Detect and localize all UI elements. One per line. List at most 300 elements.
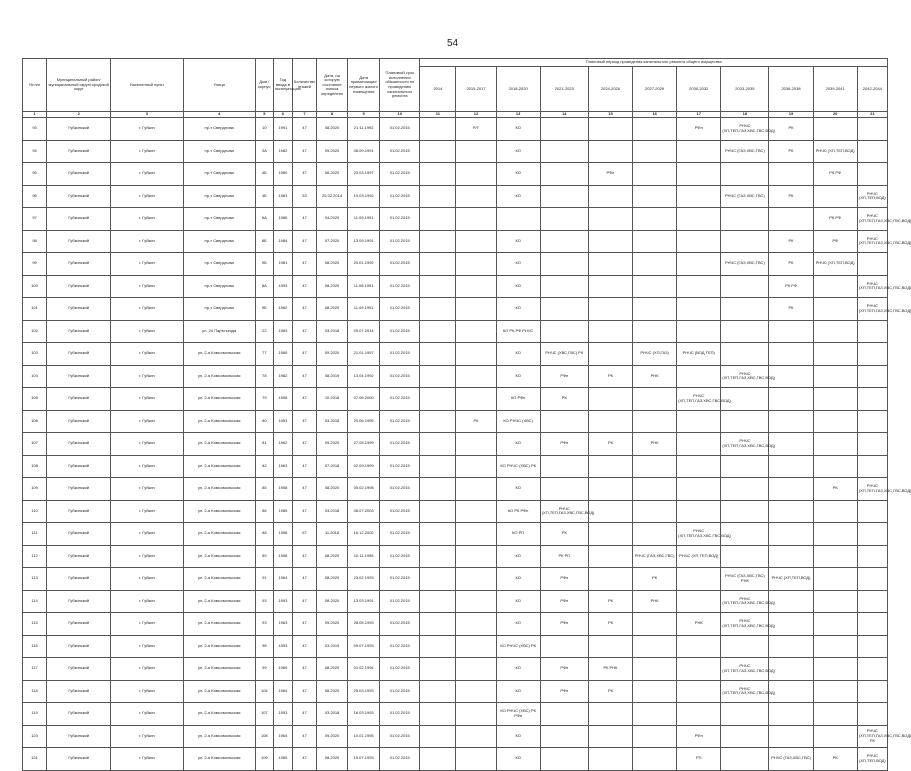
period-cell [813,388,857,411]
priv-date-cell: 10.11.1998 [348,545,380,568]
period-cell [633,230,677,253]
period-cell: РНЧС (ГАЗ,ХВС,ГВС) [721,253,769,276]
period-cell: РНЧС (ХП,ТЕП,ГАЗ,ХВС,ГВС,ВОД) [721,658,769,681]
period-cell [588,140,632,163]
period-cell [813,298,857,321]
street-cell: ул. 2-я Комсомольская [183,658,255,681]
floors-cell: 47 [292,163,316,186]
period-cell [588,253,632,276]
year-cell: 1963 [273,455,292,478]
period-cell [540,478,588,501]
floors-cell: 47 [292,298,316,321]
floors-cell: 47 [292,590,316,613]
house-cell: 78 [255,365,273,388]
period-cell: РФн [588,163,632,186]
period-cell [769,523,813,546]
municipality-cell: Губкинский [47,523,111,546]
deadline-cell: 01.02.2015 [380,635,420,658]
floors-cell: 47 [292,140,316,163]
floors-cell: 47 [292,635,316,658]
period-cell [769,613,813,636]
row-number: 94 [23,140,47,163]
period-cell: РК [769,185,813,208]
settlement-cell: г. Губкин [111,140,183,163]
year-cell: 1969 [273,658,292,681]
period-cell [633,658,677,681]
period-cell [813,118,857,141]
wear-date-cell: 03.2018 [317,703,348,726]
table-row [23,365,888,388]
period-cell: РНЧС (ХП,ТЕП,ГАЗ,ХВС,ГВС,ВОД) РК [857,725,887,748]
street-cell: пр-т Свердлова [183,185,255,208]
year-cell: 1984 [273,230,292,253]
table-row [23,230,888,253]
period-cell [588,725,632,748]
period-cell [588,275,632,298]
street-cell: пр-т Свердлова [183,208,255,231]
row-number: 105 [23,388,47,411]
wear-date-cell: 09.2020 [317,725,348,748]
house-cell: 107 [255,703,273,726]
settlement-cell: г. Губкин [111,523,183,546]
period-cell [588,635,632,658]
table-row [23,410,888,433]
settlement-cell: г. Губкин [111,208,183,231]
period-cell [540,635,588,658]
header-period: 2021-2023 [540,67,588,112]
period-cell: КО РНЧС (ХВС) РК РФн [496,703,540,726]
street-cell: ул. 2-я Комсомольская [183,478,255,501]
table-row [23,500,888,523]
period-cell [588,478,632,501]
period-cell [857,455,887,478]
settlement-cell: г. Губкин [111,568,183,591]
period-cell: РНЧС (ХП,ТЕП,ВОД) [769,568,813,591]
priv-date-cell: 01.02.1994 [348,658,380,681]
period-cell: КО [496,590,540,613]
period-cell [813,590,857,613]
municipality-cell: Губкинский [47,748,111,771]
wear-date-cell: 08.2020 [317,118,348,141]
period-cell [857,140,887,163]
header-period: 2015-2017 [456,67,496,112]
priv-date-cell: 11.09.1991 [348,208,380,231]
period-cell: РФн [540,568,588,591]
period-cell: КО РНЧС (ХВС) РК [496,455,540,478]
period-cell [540,230,588,253]
period-cell: РНЧС (ХП,ТЕП,ГАЗ,ХВС,ГВС,ВОД) [857,275,887,298]
deadline-cell: 01.02.2015 [380,658,420,681]
period-cell [420,388,456,411]
wear-date-cell: 08.2020 [317,253,348,276]
wear-date-cell: 09.2020 [317,140,348,163]
deadline-cell: 01.02.2015 [380,118,420,141]
house-cell: 8А [255,275,273,298]
period-cell [813,635,857,658]
priv-date-cell: 20.01.1992 [348,253,380,276]
period-cell [420,478,456,501]
period-cell: РК [769,140,813,163]
year-cell: 1963 [273,613,292,636]
period-cell [456,478,496,501]
column-number: 21 [857,112,887,118]
wear-date-cell: 08.2020 [317,590,348,613]
municipality-cell: Губкинский [47,118,111,141]
settlement-cell: г. Губкин [111,163,183,186]
period-cell [857,545,887,568]
municipality-cell: Губкинский [47,388,111,411]
period-cell [540,163,588,186]
period-cell: РК [588,433,632,456]
column-number: 2 [47,112,111,118]
period-cell [420,613,456,636]
period-cell [677,208,721,231]
settlement-cell: г. Губкин [111,365,183,388]
period-cell [420,725,456,748]
period-cell [769,590,813,613]
deadline-cell: 01.02.2015 [380,703,420,726]
floors-cell: 47 [292,478,316,501]
house-cell: 99 [255,658,273,681]
period-cell [633,748,677,771]
column-number: 3 [111,112,183,118]
house-cell: 79 [255,388,273,411]
priv-date-cell: 08.07.2003 [348,500,380,523]
period-cell: РФн [540,590,588,613]
header-period: 2027-2029 [633,67,677,112]
floors-cell: 47 [292,658,316,681]
municipality-cell: Губкинский [47,163,111,186]
floors-cell: 47 [292,320,316,343]
period-cell: РК [540,523,588,546]
row-number: 106 [23,410,47,433]
period-cell: КО РНЧС (ХВС) РК [496,635,540,658]
deadline-cell: 01.02.2015 [380,388,420,411]
settlement-cell: г. Губкин [111,253,183,276]
period-cell: КО [496,298,540,321]
priv-date-cell: 07.06.2000 [348,388,380,411]
period-cell [420,500,456,523]
deadline-cell: 01.02.2015 [380,680,420,703]
header-num: № п/п [23,59,47,112]
period-cell: РК [588,613,632,636]
period-cell [540,275,588,298]
street-cell: ул. 2-я Комсомольская [183,635,255,658]
house-cell: 108 [255,725,273,748]
period-cell [456,590,496,613]
row-number: 118 [23,680,47,703]
period-cell: РНЧС (ХП,ТЕП,ГАЗ,ХВС,ГВС,ВОД) [857,298,887,321]
year-cell: 1985 [273,500,292,523]
period-cell [633,455,677,478]
period-cell [769,410,813,433]
header-period: 2039-2041 [813,67,857,112]
period-cell [588,410,632,433]
wear-date-cell: 08.2020 [317,478,348,501]
row-number: 121 [23,748,47,771]
period-cell: РНЧС (ХП,ТЕП,ГАЗ,ХВС,ГВС,ВОД) [721,433,769,456]
municipality-cell: Губкинский [47,230,111,253]
year-cell: 1980 [273,163,292,186]
municipality-cell: Губкинский [47,703,111,726]
wear-date-cell: 09.2020 [317,613,348,636]
deadline-cell: 01.02.2015 [380,410,420,433]
period-cell: РНЧС (ГАЗ,ХВС,ГВС) [721,140,769,163]
floors-cell: 47 [292,118,316,141]
period-cell [633,320,677,343]
wear-date-cell: 09.2020 [317,343,348,366]
period-cell [857,680,887,703]
column-number: 7 [292,112,316,118]
table-row [23,545,888,568]
priv-date-cell: 21.01.1997 [348,343,380,366]
municipality-cell: Губкинский [47,433,111,456]
header-period: 2042-2044 [857,67,887,112]
period-cell: КО [496,658,540,681]
row-number: 108 [23,455,47,478]
period-cell [456,455,496,478]
period-cell [588,320,632,343]
period-cell: КО РФн [496,388,540,411]
period-cell [813,523,857,546]
period-cell [540,118,588,141]
settlement-cell: г. Губкин [111,590,183,613]
street-cell: пр-т Свердлова [183,163,255,186]
wear-date-cell: 04.2020 [317,208,348,231]
settlement-cell: г. Губкин [111,478,183,501]
settlement-cell: г. Губкин [111,275,183,298]
period-cell [677,478,721,501]
floors-cell: 47 [292,568,316,591]
period-cell: РНЧС (ХП,ТЕП,ГАЗ,ХВС,ГВС,ВОД) [857,478,887,501]
column-number: 20 [813,112,857,118]
municipality-cell: Губкинский [47,410,111,433]
capital-repair-table [22,58,911,771]
table-row [23,748,888,771]
period-cell [420,703,456,726]
period-cell [857,343,887,366]
period-cell [420,590,456,613]
period-cell [857,365,887,388]
period-cell: КО [496,433,540,456]
period-cell [721,635,769,658]
house-cell: 81 [255,433,273,456]
period-cell: РФн [540,658,588,681]
house-cell: 4Б [255,185,273,208]
year-cell: 1958 [273,545,292,568]
deadline-cell: 01.02.2015 [380,478,420,501]
priv-date-cell: 06.09.1991 [348,140,380,163]
period-cell [677,140,721,163]
period-cell [420,658,456,681]
priv-date-cell: 21.11.1992 [348,118,380,141]
period-cell [721,410,769,433]
priv-date-cell: 09.07.2014 [348,320,380,343]
period-cell: РП [677,748,721,771]
period-cell [677,410,721,433]
period-cell [456,545,496,568]
period-cell [456,253,496,276]
municipality-cell: Губкинский [47,613,111,636]
priv-date-cell: 09.07.1993 [348,635,380,658]
period-cell [721,748,769,771]
period-cell [588,500,632,523]
priv-date-cell: 11.08.1991 [348,275,380,298]
street-cell: ул. 2-я Комсомольская [183,613,255,636]
settlement-cell: г. Губкин [111,680,183,703]
period-cell [588,388,632,411]
period-cell: РНЧС (ХП,ТЕП,ГАЗ,ХВС,ГВС,ВОД) [540,500,588,523]
period-cell [813,343,857,366]
period-cell [857,568,887,591]
period-cell [677,680,721,703]
period-cell [677,185,721,208]
floors-cell: 47 [292,748,316,771]
period-cell [769,680,813,703]
settlement-cell: г. Губкин [111,613,183,636]
street-cell: ул. 2-я Комсомольская [183,343,255,366]
wear-date-cell: 11.2018 [317,523,348,546]
floors-cell: 47 [292,275,316,298]
period-cell [633,725,677,748]
street-cell: пр-т Свердлова [183,253,255,276]
header-period: 2018-2020 [496,67,540,112]
period-cell [721,478,769,501]
header-plan-group: Плановый период проведения капитального ремонта общего имущества [420,59,888,67]
table-row [23,523,888,546]
period-cell [633,478,677,501]
priv-date-cell: 10.01.1995 [348,725,380,748]
floors-cell: 47 [292,208,316,231]
year-cell: 1989 [273,343,292,366]
period-cell [540,298,588,321]
period-cell [677,635,721,658]
period-cell [857,410,887,433]
wear-date-cell: 08.2020 [317,545,348,568]
period-cell: РФн [677,725,721,748]
period-cell [633,208,677,231]
column-number: 4 [183,112,255,118]
period-cell [420,455,456,478]
period-cell [588,523,632,546]
period-cell: КО [496,118,540,141]
period-cell [633,163,677,186]
period-cell [857,320,887,343]
column-number: 6 [273,112,292,118]
period-cell [633,118,677,141]
table-row [23,298,888,321]
wear-date-cell: 09.2020 [317,433,348,456]
period-cell [456,568,496,591]
street-cell: ул. 2-я Комсомольская [183,388,255,411]
street-cell: ул. 2-я Комсомольская [183,410,255,433]
period-cell: РК [633,568,677,591]
period-cell: КО [496,185,540,208]
period-cell: РФн [540,365,588,388]
house-cell: 9Б [255,298,273,321]
period-cell: РНЧС (ХП,ТЕП,ГАЗ,ХВС,ГВС,ВОД) [857,208,887,231]
period-cell [677,298,721,321]
period-cell: КО [496,545,540,568]
period-cell [420,748,456,771]
deadline-cell: 01.02.2015 [380,500,420,523]
wear-date-cell: 25.02.2014 [317,185,348,208]
wear-date-cell: 08.2019 [317,365,348,388]
period-cell [857,500,887,523]
header-settlement: Населенный пункт [111,59,183,112]
period-cell: РНЧС (ГАЗ,ХВС,ГВС) [769,748,813,771]
column-number: 18 [721,112,769,118]
period-cell [420,118,456,141]
period-cell [633,500,677,523]
floors-cell: 47 [292,253,316,276]
period-cell [456,140,496,163]
period-cell [540,703,588,726]
period-cell: РНЧС (ХП,ТЕП,ГАЗ,ХВС,ГВС,ВОД) [721,613,769,636]
period-cell: РНЧС (ХП,ТЕП,ГАЗ,ХВС,ГВС,ВОД) [677,523,721,546]
street-cell: пр-т Свердлова [183,118,255,141]
street-cell: ул. 2-я Комсомольская [183,500,255,523]
row-number: 104 [23,365,47,388]
municipality-cell: Губкинский [47,658,111,681]
period-cell: КО [496,725,540,748]
year-cell: 1965 [273,748,292,771]
municipality-cell: Губкинский [47,500,111,523]
period-cell [420,523,456,546]
period-cell: КО [496,230,540,253]
period-cell [677,455,721,478]
column-number: 17 [677,112,721,118]
period-cell [588,230,632,253]
floors-cell: 47 [292,500,316,523]
municipality-cell: Губкинский [47,568,111,591]
house-cell: 82 [255,455,273,478]
period-cell: КО РК РФн [496,500,540,523]
row-number: 97 [23,208,47,231]
period-cell [857,253,887,276]
year-cell: 1958 [273,478,292,501]
house-cell: 8Б [255,230,273,253]
column-number: 15 [588,112,632,118]
deadline-cell: 01.02.2015 [380,568,420,591]
period-cell [769,658,813,681]
period-cell [420,568,456,591]
settlement-cell: г. Губкин [111,185,183,208]
priv-date-cell: 16.03.1993 [348,703,380,726]
settlement-cell: г. Губкин [111,298,183,321]
house-cell: 77 [255,343,273,366]
column-number: 5 [255,112,273,118]
municipality-cell: Губкинский [47,343,111,366]
period-cell [857,658,887,681]
settlement-cell: г. Губкин [111,433,183,456]
deadline-cell: 01.02.2015 [380,298,420,321]
period-cell [456,680,496,703]
period-cell: РНЧС (ВОД,ТЕП) [677,343,721,366]
period-cell [588,118,632,141]
municipality-cell: Губкинский [47,320,111,343]
deadline-cell: 01.02.2015 [380,343,420,366]
period-cell [633,613,677,636]
period-cell [857,118,887,141]
period-cell [677,365,721,388]
settlement-cell: г. Губкин [111,320,183,343]
period-cell [633,635,677,658]
street-cell: пр-т Свердлова [183,230,255,253]
period-cell [813,185,857,208]
column-number: 10 [380,112,420,118]
year-cell: 1985 [273,208,292,231]
